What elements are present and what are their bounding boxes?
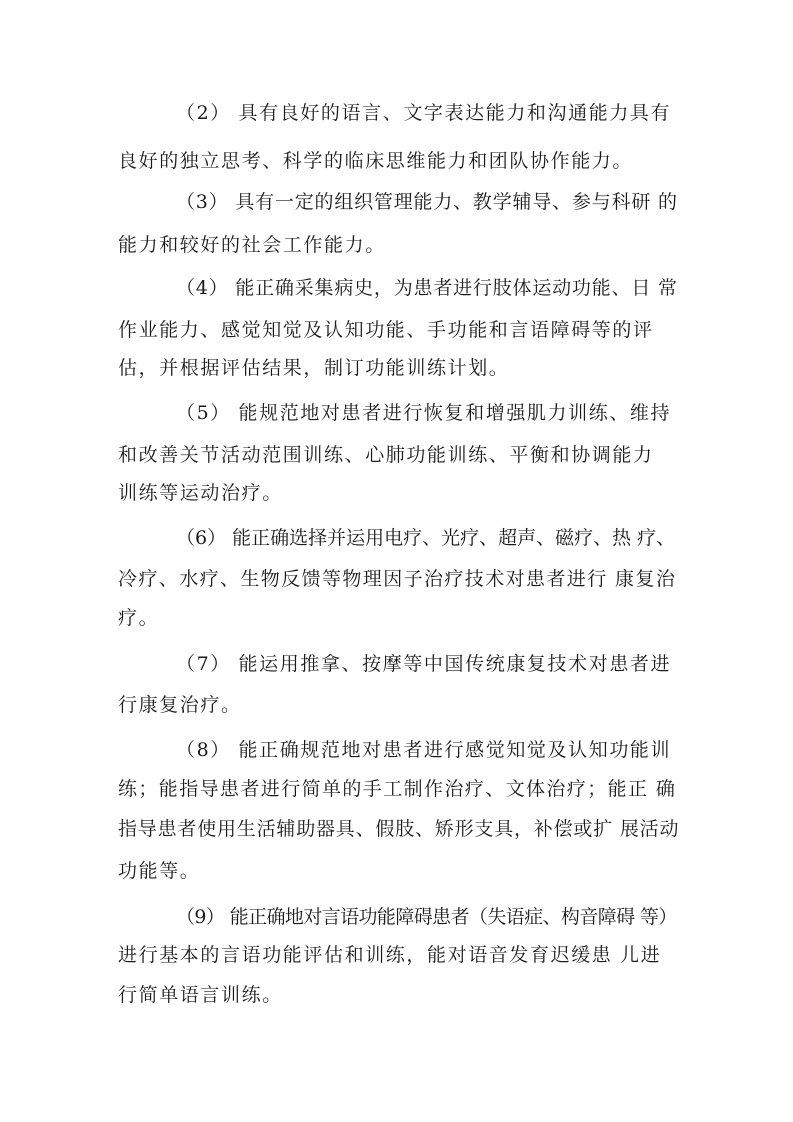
item-7-line-2: 行康复治疗。 xyxy=(118,694,242,716)
item-4-line-1: （4） 能正确采集病史，为患者进行肢体运动功能、日 常 xyxy=(176,277,678,299)
item-8-line-4: 功能等。 xyxy=(118,860,201,882)
item-4-line-2: 作业能力、感觉知觉及认知功能、手功能和言语障碍等的评 xyxy=(118,319,654,341)
item-5-line-2: 和改善关节活动范围训练、心肺功能训练、平衡和协调能力 xyxy=(118,444,654,466)
item-8-line-3: 指导患者使用生活辅助器具、假肢、矫形支具，补偿或扩 展活动 xyxy=(118,818,680,840)
item-8-line-1: （8） 能正确规范地对患者进行感觉知觉及认知功能训 xyxy=(176,739,672,761)
item-8-line-2: 练；能指导患者进行简单的手工制作治疗、文体治疗；能正 确 xyxy=(118,778,677,800)
item-6-line-2: 冷疗、水疗、生物反馈等物理因子治疗技术对患者进行 康复治 xyxy=(118,568,677,590)
item-6-line-3: 疗。 xyxy=(118,607,160,629)
item-3-line-1: （3） 具有一定的组织管理能力、教学辅导、参与科研 的 xyxy=(176,191,678,213)
item-5-line-1: （5） 能规范地对患者进行恢复和增强肌力训练、维持 xyxy=(176,402,672,424)
item-6-line-1: （6） 能正确选择并运用电疗、光疗、超声、磁疗、热 疗、 xyxy=(176,527,676,549)
item-5-line-3: 训练等运动治疗。 xyxy=(118,482,283,504)
item-9-line-1: （9） 能正确地对言语功能障碍患者（失语症、构音障碍 等） xyxy=(176,906,677,928)
item-9-line-3: 行简单语言训练。 xyxy=(118,984,283,1006)
item-9-line-2: 进行基本的言语功能评估和训练，能对语音发育迟缓患 儿进 xyxy=(118,944,662,966)
item-2-line-2: 良好的独立思考、科学的临床思维能力和团队协作能力。 xyxy=(118,150,634,172)
item-3-line-2: 能力和较好的社会工作能力。 xyxy=(118,234,386,256)
item-4-line-3: 估，并根据评估结果，制订功能训练计划。 xyxy=(118,357,510,379)
item-7-line-1: （7） 能运用推拿、按摩等中国传统康复技术对患者进 xyxy=(176,653,672,675)
item-2-line-1: （2） 具有良好的语言、文字表达能力和沟通能力具有 xyxy=(176,102,672,124)
